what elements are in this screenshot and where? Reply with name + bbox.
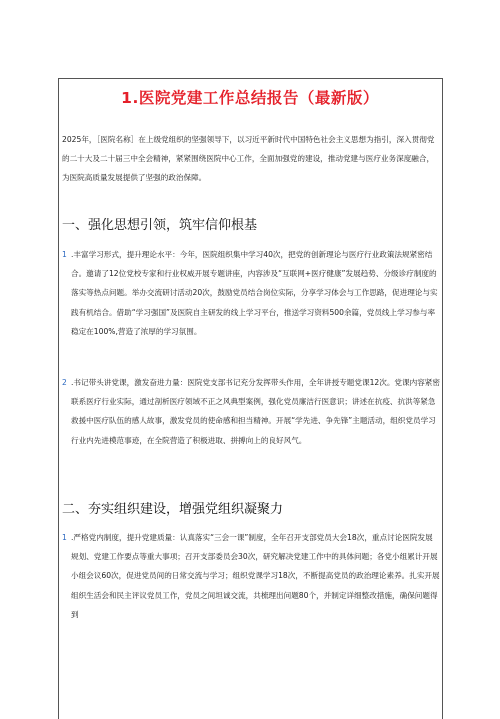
list-item xyxy=(62,245,440,341)
list-item-number: 1 xyxy=(62,533,67,542)
list-item-text: .严格党内制度，提升党建质量：认真落实“三会一课”制度，全年召开支部党员大会18次，重点讨论医院发展规划、党建工作要点等重大事项；召开支部委员会30次，研究解决党建工作中的具体问题；各党小组累计开展小组会议60次，促进党员间的日常交流与学习；组织党课学习18次，不断提高党员的政治理论素养。扎实开展组织生活会和民主评议党员工作，党员之间坦诚交流，共梳理出问题80个，并制定详细整改措施，确保问题得到 xyxy=(71,533,440,619)
section-heading-2: 二、夯实组织建设，增强党组织凝聚力 xyxy=(62,502,284,517)
list-item-number: 1 xyxy=(62,250,67,259)
list-item-number: 2 xyxy=(62,378,67,387)
intro-paragraph: 2025年，［医院名称］在上级党组织的坚强领导下，以习近平新时代中国特色社会主义思想为指引，深入贯彻党的二十大及二十届三中全会精神，紧紧围绕医院中心工作，全面加强党的建设，推动党建与医疗业务深度融合，为医院高质量发展提供了坚强的政治保障。 xyxy=(62,135,435,183)
list-item-text: .丰富学习形式，提升理论水平：今年，医院组织集中学习40次，把党的创新理论与医疗行业政策法规紧密结合。邀请了12位党校专家和行业权威开展专题讲座，内容涉及“互联网+医疗健康”发展趋势、分级诊疗制度的落实等热点问题。举办交流研讨活动20次，鼓励党员结合岗位实际，分享学习体会与工作思路，促进理论与实践有机结合。借助“学习强国”及医院自主研发的线上学习平台，推送学习资料500余篇，党员线上学习参与率稳定在100%,营造了浓厚的学习氛围。 xyxy=(71,250,438,336)
list-item-text: .书记带头讲党课，激发奋进力量：医院党支部书记充分发挥带头作用，全年讲授专题党课12次。党课内容紧密联系医疗行业实际，通过剖析医疗领域不正之风典型案例，强化党员廉洁行医意识；讲述在抗疫、抗洪等紧急救援中医疗队伍的感人故事，激发党员的使命感和担当精神。开展“学先进、争先锋”主题活动，组织党员学习行业内先进模范事迹，在全院营造了积极进取、拼搏向上的良好风气。 xyxy=(71,378,440,445)
list-item xyxy=(62,373,440,450)
list-item xyxy=(62,528,440,624)
section-heading-1: 一、强化思想引领，筑牢信仰根基 xyxy=(62,218,258,233)
document-title: 1.医院党建工作总结报告（最新版） xyxy=(121,89,379,107)
